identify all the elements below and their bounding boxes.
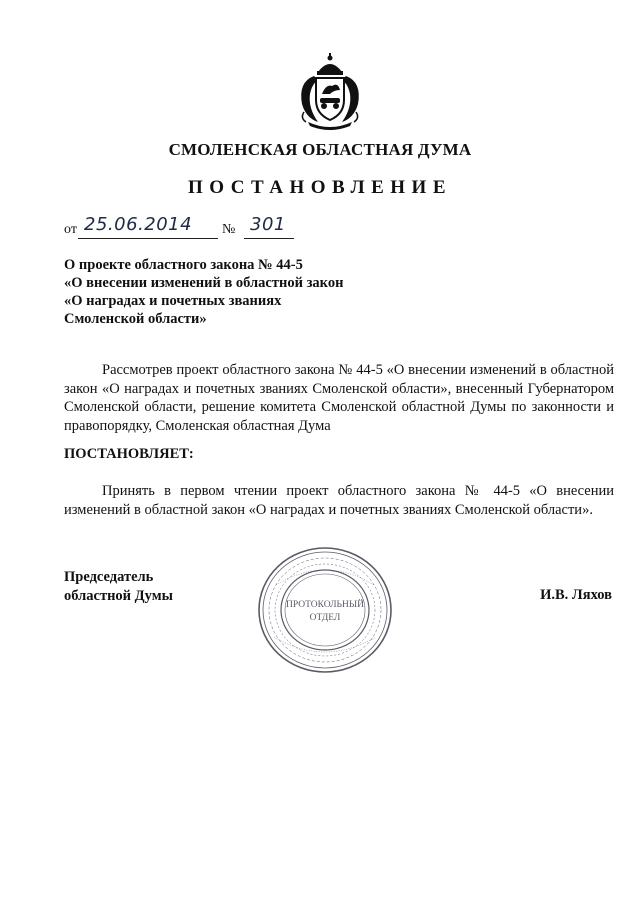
stamp-center-text: ПРОТОКОЛЬНЫЙ [285, 600, 365, 610]
signatory-title [64, 568, 173, 606]
handwritten-date: 25.06.2014 [84, 214, 193, 235]
subject-line: «О наградах и почетных званиях [64, 293, 282, 309]
document-subject [64, 256, 424, 328]
preamble-paragraph: Рассмотрев проект областного закона № 44-5 «О внесении изменений в областной закон «О наградах и почетных званиях Смоленской области», внесенный Губернатором Смоленской области, решение комитета Смоленской областной Думы по законности и правопорядку, Смоленская областная Дума [64, 362, 614, 434]
stamp-center-text: ОТДЕЛ [309, 613, 341, 623]
handwritten-number: 301 [250, 214, 286, 235]
resolve-heading: ПОСТАНОВЛЯЕТ: [64, 446, 194, 462]
signatory-title-line: областной Думы [64, 588, 173, 604]
official-stamp [256, 545, 394, 675]
date-number-line [64, 216, 304, 240]
subject-line: О проекте областного закона № 44-5 [64, 257, 303, 273]
signatory-title-line: Председатель [64, 569, 154, 585]
date-prefix: от [64, 222, 77, 237]
number-underline [244, 238, 294, 239]
number-sign: № [222, 222, 236, 237]
date-underline [78, 238, 218, 239]
resolution-paragraph: Принять в первом чтении проект областного закона № 44-5 «О внесении изменений в областной закон «О наградах и почетных званиях Смоленской области». [64, 483, 614, 518]
coat-of-arms-icon [296, 52, 364, 130]
subject-line: «О внесении изменений в областной закон [64, 275, 344, 291]
document-type: ПОСТАНОВЛЕНИЕ [187, 177, 453, 198]
subject-line: Смоленской области» [64, 311, 207, 327]
organization-name: СМОЛЕНСКАЯ ОБЛАСТНАЯ ДУМА [168, 140, 472, 159]
signatory-name: И.В. Ляхов [540, 587, 612, 603]
